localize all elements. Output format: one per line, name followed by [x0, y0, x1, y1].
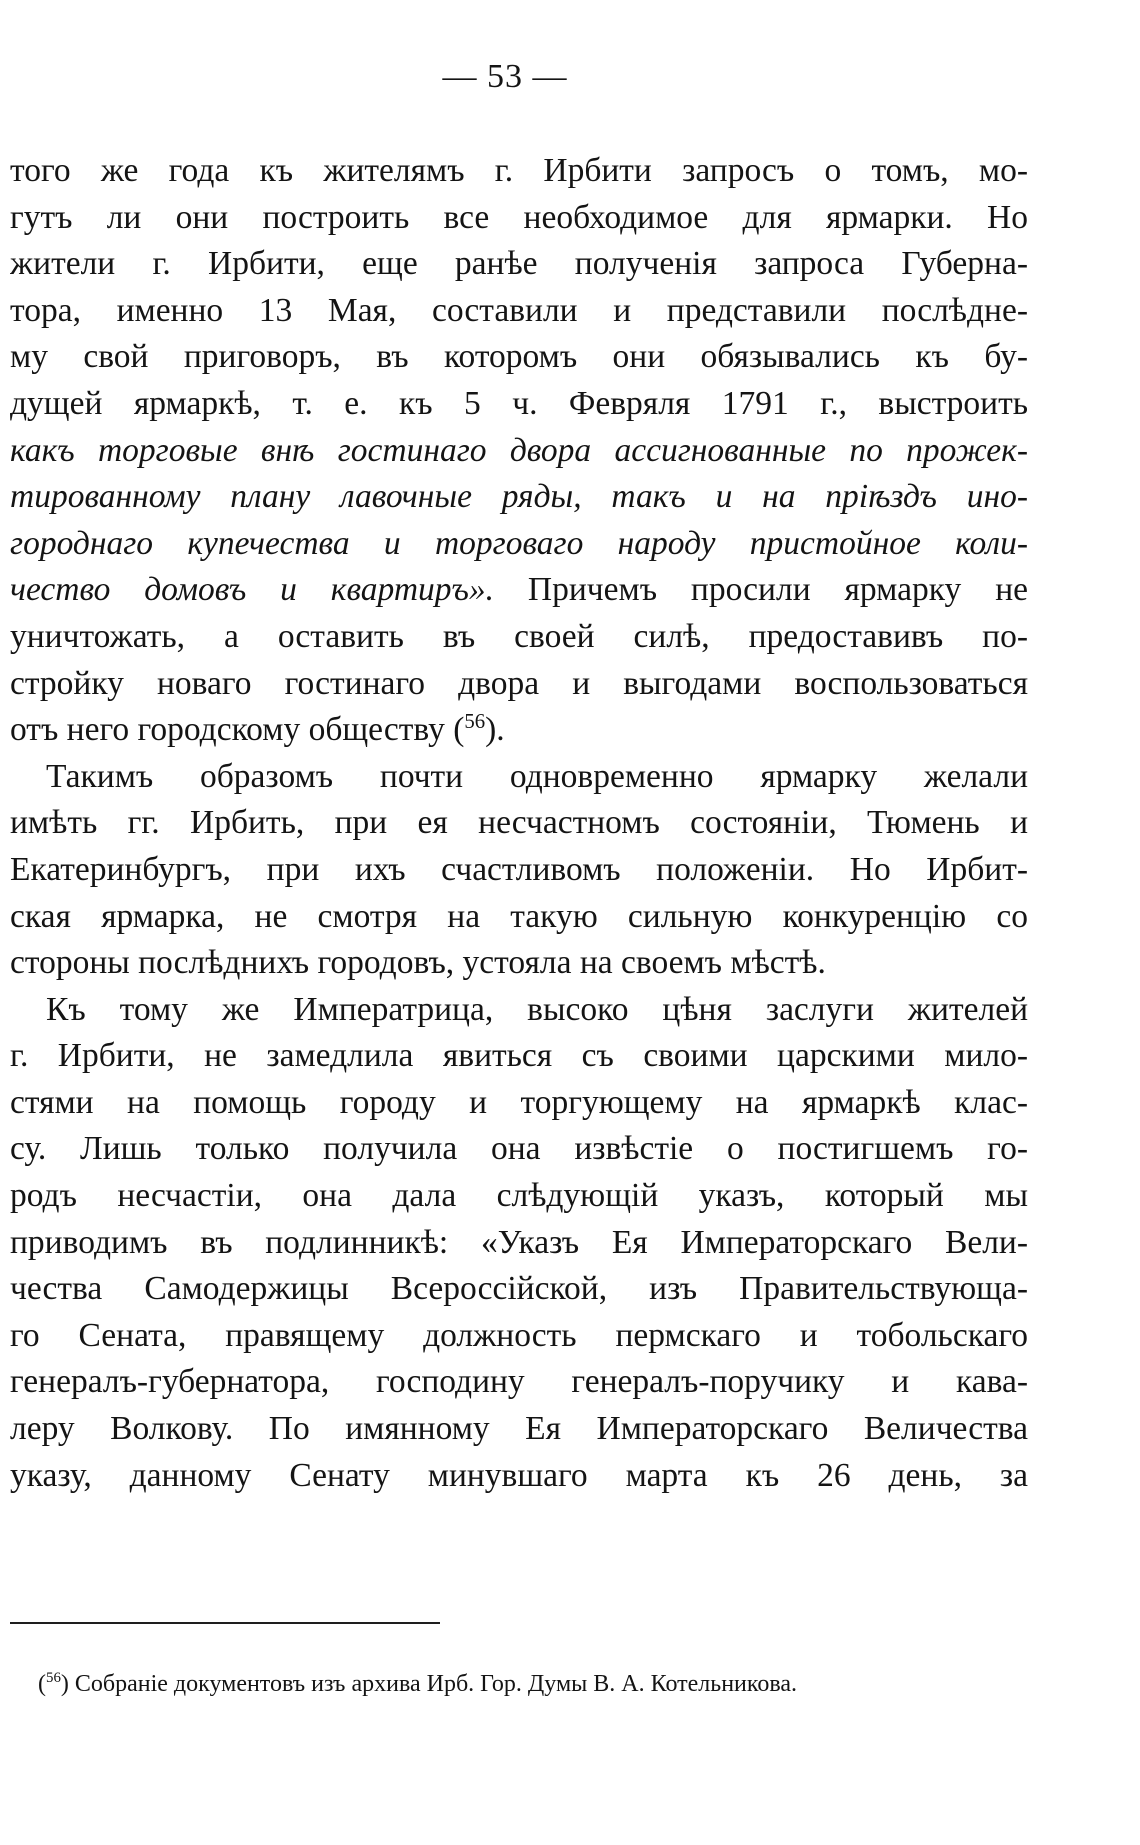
text-segment: отъ него городскому обществу ( — [10, 711, 465, 749]
text-segment: Такимъ образомъ почти одновременно ярмарку желали — [46, 757, 1028, 795]
text-line — [10, 614, 1028, 661]
text-segment: Къ тому же Императрица, высоко цѣня заслуги жителей — [46, 990, 1028, 1028]
text-segment: ская ярмарка, не смотря на такую сильную конкуренцію со — [10, 897, 1028, 935]
text-segment: тированному плану лавочные ряды, такъ и на пріѣздъ ино- — [10, 478, 1028, 516]
text-segment: ). — [485, 711, 505, 749]
page-number: — 53 — — [442, 58, 568, 95]
text-segment: леру Волкову. По имянному Ея Императорскаго Величества — [10, 1410, 1028, 1448]
text-line — [10, 847, 1028, 894]
text-segment: имѣть гг. Ирбить, при ея несчастномъ состояніи, Тюмень и — [10, 804, 1028, 842]
text-line — [10, 334, 1028, 381]
text-segment: гутъ ли они построить все необходимое для ярмарки. Но — [10, 198, 1028, 236]
footnote-text: Собраніе документовъ изъ архива Ирб. Гор. Думы В. А. Котельникова. — [68, 1671, 797, 1697]
text-segment: жители г. Ирбити, еще ранѣе полученія запроса Губерна- — [10, 245, 1028, 283]
text-segment: тора, именно 13 Мая, составили и представили послѣдне- — [10, 291, 1028, 329]
text-segment: му свой приговоръ, въ которомъ они обязывались къ бу- — [10, 338, 1028, 376]
text-line — [10, 474, 1028, 521]
text-segment: стороны послѣднихъ городовъ, устояла на своемъ мѣстѣ. — [10, 944, 826, 982]
text-line — [10, 195, 1028, 242]
text-segment: чество домовъ и квартиръ». — [10, 571, 495, 609]
text-segment: су. Лишь только получила она извѣстіе о постигшемъ го- — [10, 1130, 1028, 1168]
text-segment: указу, данному Сенату минувшаго марта къ 26 день, за — [10, 1456, 1028, 1494]
text-line — [10, 241, 1028, 288]
text-line — [10, 894, 1028, 941]
text-line — [10, 1359, 1028, 1406]
text-line — [10, 1126, 1028, 1173]
text-line — [10, 1453, 1028, 1500]
text-segment: приводимъ въ подлинникѣ: «Указъ Ея Императорскаго Вели- — [10, 1223, 1028, 1261]
text-segment: уничтожать, а оставить въ своей силѣ, предоставивъ по- — [10, 617, 1028, 655]
text-segment: генералъ-губернатора, господину генералъ-поручику и кава- — [10, 1363, 1028, 1401]
text-line — [10, 800, 1028, 847]
text-line — [10, 567, 1028, 614]
text-segment: го Сената, правящему должность пермскаго и тобольскаго — [10, 1316, 1028, 1354]
paragraph — [10, 754, 1028, 987]
paragraph — [10, 987, 1028, 1500]
text-segment: родъ несчастіи, она дала слѣдующій указъ, который мы — [10, 1177, 1028, 1215]
text-line — [10, 1266, 1028, 1313]
text-line — [10, 754, 1028, 801]
paragraph — [10, 148, 1028, 754]
text-line — [10, 148, 1028, 195]
text-line — [10, 661, 1028, 708]
footnote: ($^{56}$) Собраніе документовъ изъ архива Ирб. Гор. Думы В. А. Котельникова. — [38, 1670, 797, 1697]
text-segment: Причемъ просили ярмарку не — [494, 571, 1028, 609]
body-text — [10, 148, 1028, 1499]
text-line — [10, 1313, 1028, 1360]
text-line — [10, 1080, 1028, 1127]
text-line — [10, 1220, 1028, 1267]
text-line — [10, 288, 1028, 335]
text-segment: стройку новаго гостинаго двора и выгодами воспользоваться — [10, 664, 1028, 702]
text-segment: стями на помощь городу и торгующему на ярмаркѣ клас- — [10, 1083, 1028, 1121]
text-line — [10, 707, 1028, 754]
text-segment: дущей ярмаркѣ, т. е. къ 5 ч. Февряля 1791 г., выстроить — [10, 384, 1028, 422]
text-line — [10, 428, 1028, 475]
text-segment: Екатеринбургъ, при ихъ счастливомъ положеніи. Но Ирбит- — [10, 850, 1028, 888]
text-line — [10, 1033, 1028, 1080]
footnote-marker: 56 — [46, 1670, 61, 1686]
text-segment: г. Ирбити, не замедлила явиться съ своими царскими мило- — [10, 1037, 1028, 1075]
text-segment: городнаго купечества и торговаго народу пристойное коли- — [10, 524, 1028, 562]
footnote-divider — [10, 1622, 440, 1624]
text-line — [10, 1406, 1028, 1453]
text-line — [10, 381, 1028, 428]
text-line — [10, 521, 1028, 568]
text-line — [10, 940, 1028, 987]
text-segment: того же года къ жителямъ г. Ирбити запросъ о томъ, мо- — [10, 152, 1028, 189]
footnote-reference: 56 — [464, 709, 486, 733]
text-segment: чества Самодержицы Всероссійской, изъ Правительствующа- — [10, 1270, 1028, 1308]
text-line — [10, 987, 1028, 1034]
text-line — [10, 1173, 1028, 1220]
text-segment: какъ торговые внѣ гостинаго двора ассигнованные по прожек- — [10, 431, 1028, 469]
